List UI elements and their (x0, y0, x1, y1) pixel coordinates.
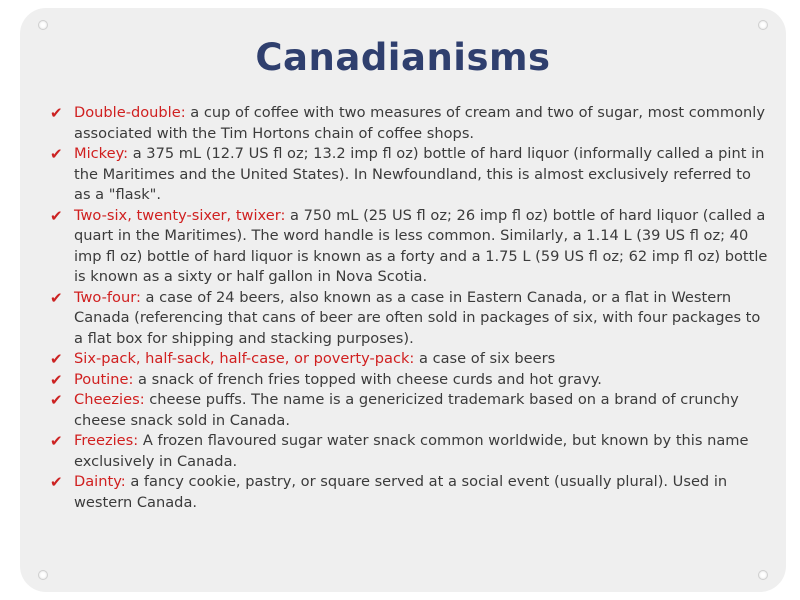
corner-dot-top-right (758, 20, 768, 30)
checkmark-icon: ✔ (50, 350, 63, 368)
list-item (50, 349, 770, 370)
checkmark-icon: ✔ (50, 104, 63, 122)
definition: a case of 24 beers, also known as a case in Eastern Canada, or a flat in Western Canada (referencing that cans of beer are often sold in packages of six, with four packages to a flat box for shipping and stacking purposes). (74, 288, 761, 347)
definition-list (50, 103, 770, 513)
definition: a snack of french fries topped with cheese curds and hot gravy. (133, 370, 602, 388)
definition: A frozen flavoured sugar water snack common worldwide, but known by this name exclusively in Canada. (74, 432, 749, 470)
definition: cheese puffs. The name is a genericized trademark based on a brand of crunchy cheese snack sold in Canada. (74, 391, 739, 429)
term: Two-six, twenty-sixer, twixer: (74, 206, 286, 224)
slide-card (20, 8, 786, 592)
term: Freezies: (74, 432, 139, 449)
list-item (50, 144, 770, 206)
list-item (50, 288, 770, 350)
definition: a 375 mL (12.7 US fl oz; 13.2 imp fl oz) bottle of hard liquor (informally called a pint in the Maritimes and the United States). In Newfoundland, this is almost exclusively referred to as a "flask". (74, 145, 765, 203)
term: Six-pack, half-sack, half-case, or poverty-pack: (74, 350, 415, 367)
list-item (50, 390, 770, 431)
term: Poutine: (74, 370, 134, 388)
definition: a 750 mL (25 US fl oz; 26 imp fl oz) bottle of hard liquor (called a quart in the Maritimes). The word handle is less common. Similarly, a 1.14 L (39 US fl oz; 40 imp fl oz) bottle of hard liquor is known as a forty and a 1.75 L (59 US fl oz; 62 imp fl oz) bottle is known as a sixty or half gallon in Nova Scotia. (74, 206, 768, 285)
term: Dainty: (74, 473, 126, 490)
definition: a case of six beers (414, 350, 556, 367)
list-item (50, 206, 770, 288)
definition: a cup of coffee with two measures of cream and two of sugar, most commonly associated with the Tim Hortons chain of coffee shops. (74, 104, 765, 142)
checkmark-icon: ✔ (50, 370, 63, 389)
checkmark-icon: ✔ (50, 145, 63, 163)
term: Double-double: (74, 104, 186, 121)
term: Mickey: (74, 145, 129, 162)
list-item (50, 431, 770, 472)
corner-dot-bottom-right (758, 570, 768, 580)
checkmark-icon: ✔ (50, 288, 63, 307)
checkmark-icon: ✔ (50, 432, 63, 450)
list-item (50, 370, 770, 391)
checkmark-icon: ✔ (50, 391, 63, 409)
list-item (50, 472, 770, 513)
list-item (50, 103, 770, 144)
checkmark-icon: ✔ (50, 206, 63, 225)
corner-dot-top-left (38, 20, 48, 30)
checkmark-icon: ✔ (50, 473, 63, 491)
term: Two-four: (74, 288, 141, 306)
definition: a fancy cookie, pastry, or square served at a social event (usually plural). Used in western Canada. (74, 473, 728, 511)
corner-dot-bottom-left (38, 570, 48, 580)
slide-title: Canadianisms (255, 36, 551, 79)
term: Cheezies: (74, 391, 145, 408)
